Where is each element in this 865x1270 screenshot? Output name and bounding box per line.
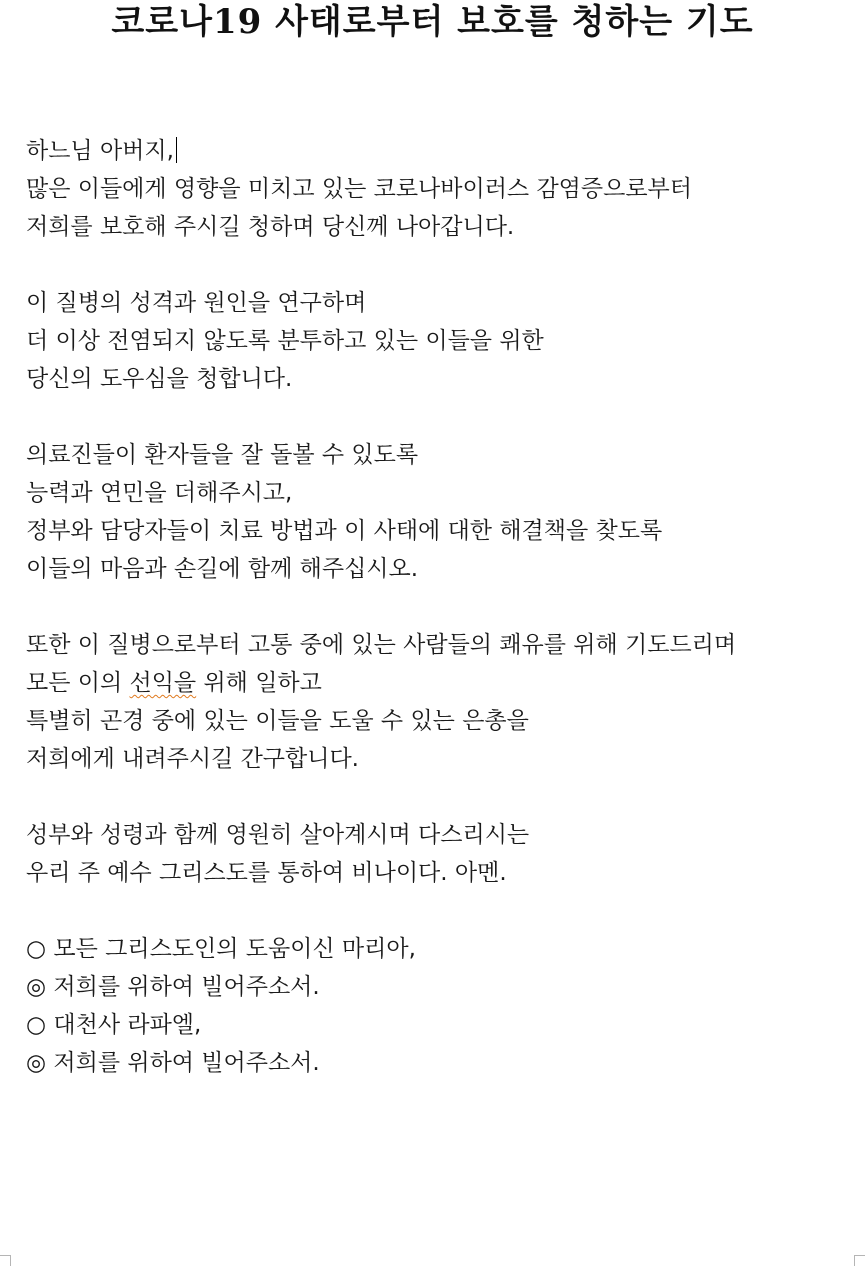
litany-versicle: ○ 모든 그리스도인의 도움이신 마리아, (26, 936, 416, 962)
text-line: 당신의 도우심을 청합니다. (26, 366, 293, 392)
text-line (26, 132, 861, 170)
text-line-segment: 위해 일하고 (196, 670, 322, 696)
text-line (26, 664, 861, 702)
text-line: 정부와 담당자들이 치료 방법과 이 사태에 대한 해결책을 찾도록 (26, 518, 663, 544)
text-line: 의료진들이 환자들을 잘 돌볼 수 있도록 (26, 442, 419, 468)
text-line: 많은 이들에게 영향을 미치고 있는 코로나바이러스 감염증으로부터 (26, 176, 692, 202)
litany-versicle: ○ 대천사 라파엘, (26, 1012, 202, 1038)
text-line: 성부와 성령과 함께 영원히 살아계시며 다스리시는 (26, 822, 530, 848)
document-body[interactable] (26, 132, 861, 1120)
spellcheck-flagged-word[interactable]: 선익을 (129, 670, 197, 696)
paragraph-researchers (26, 284, 861, 398)
text-line: 저희를 보호해 주시길 청하며 당신께 나아갑니다. (26, 214, 515, 240)
paragraph-doxology (26, 816, 861, 892)
document-title: 코로나19 사태로부터 보호를 청하는 기도 (111, 2, 754, 42)
text-line: 더 이상 전염되지 않도록 분투하고 있는 이들을 위한 (26, 328, 544, 354)
paragraph-sufferers (26, 626, 861, 778)
page-corner-mark-left (0, 1255, 11, 1266)
litany-response: ◎ 저희를 위하여 빌어주소서. (26, 974, 320, 1000)
text-line: 능력과 연민을 더해주시고, (26, 480, 293, 506)
text-line: 저희에게 내려주시길 간구합니다. (26, 746, 359, 772)
paragraph-medical-staff (26, 436, 861, 588)
paragraph-invocation (26, 132, 861, 246)
page-corner-mark-right (854, 1255, 865, 1266)
text-cursor (176, 137, 177, 163)
text-line: 이들의 마음과 손길에 함께 해주십시오. (26, 556, 419, 582)
text-line: 이 질병의 성격과 원인을 연구하며 (26, 290, 367, 316)
text-line: 우리 주 예수 그리스도를 통하여 비나이다. 아멘. (26, 860, 507, 886)
text-line-segment: 모든 이의 (26, 670, 130, 696)
litany-response: ◎ 저희를 위하여 빌어주소서. (26, 1050, 320, 1076)
text-line-content: 하느님 아버지, (26, 138, 174, 164)
paragraph-litany (26, 930, 861, 1082)
text-line: 특별히 곤경 중에 있는 이들을 도울 수 있는 은총을 (26, 708, 529, 734)
text-line: 또한 이 질병으로부터 고통 중에 있는 사람들의 쾌유를 위해 기도드리며 (26, 632, 737, 658)
